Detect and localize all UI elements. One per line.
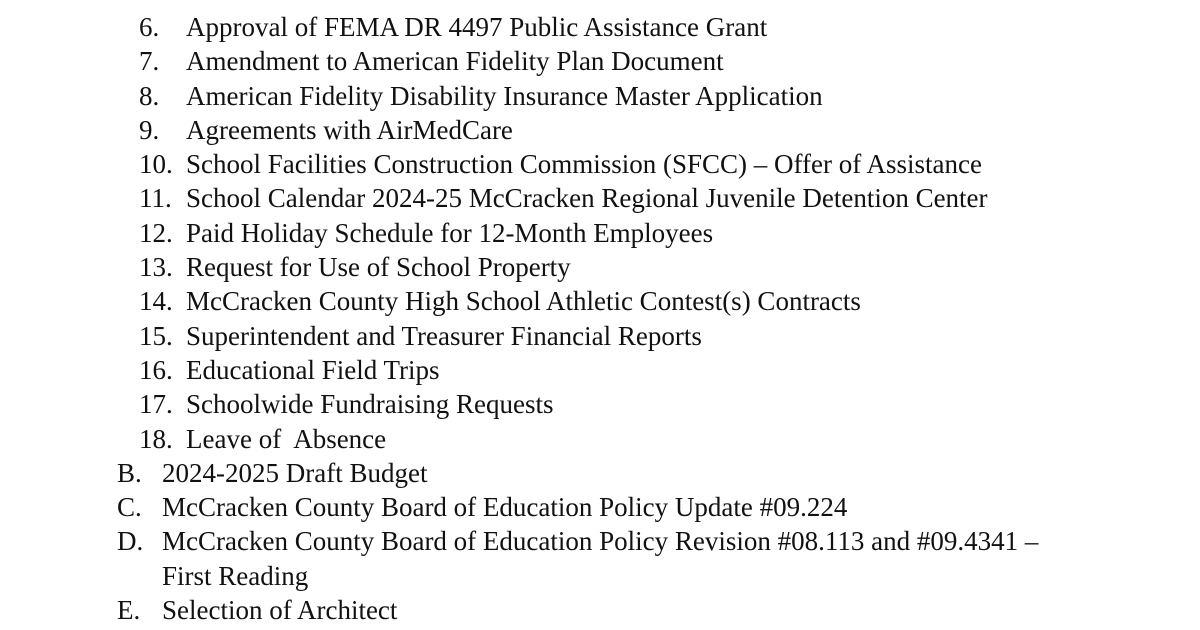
item-number: 6. bbox=[139, 12, 160, 42]
agenda-item-15 bbox=[0, 319, 1200, 353]
agenda-item-18 bbox=[0, 422, 1200, 456]
item-text: McCracken County High School Athletic Contest(s) Contracts bbox=[186, 286, 861, 317]
item-number: 15. bbox=[139, 320, 173, 351]
item-text: Superintendent and Treasurer Financial Reports bbox=[186, 320, 702, 351]
item-text: McCracken County Board of Education Policy Update #09.224 bbox=[162, 492, 848, 523]
agenda-item-10 bbox=[0, 147, 1200, 181]
item-text: Schoolwide Fundraising Requests bbox=[186, 389, 554, 420]
agenda-item-e bbox=[0, 593, 1200, 627]
item-number: 13. bbox=[139, 252, 173, 283]
item-number: 10. bbox=[139, 149, 173, 180]
agenda-item-d bbox=[0, 524, 1200, 558]
agenda-document bbox=[0, 10, 1200, 630]
item-text: Leave of Absence bbox=[186, 423, 387, 454]
item-text: Educational Field Trips bbox=[186, 354, 440, 385]
item-text: Selection of Architect bbox=[162, 595, 398, 626]
item-number: 8. bbox=[139, 80, 160, 111]
agenda-item-17 bbox=[0, 387, 1200, 421]
item-number: 18. bbox=[139, 423, 173, 454]
item-text: School Facilities Construction Commission (SFCC) – Offer of Assistance bbox=[186, 149, 982, 180]
agenda-item-9 bbox=[0, 113, 1200, 147]
item-text: School Calendar 2024-25 McCracken Regional Juvenile Detention Center bbox=[186, 183, 988, 214]
item-number: 12. bbox=[139, 217, 173, 248]
item-text: Agreements with AirMedCare bbox=[186, 114, 513, 145]
item-text-continuation: First Reading bbox=[162, 560, 309, 591]
item-letter: C. bbox=[117, 492, 142, 523]
item-number: 11. bbox=[139, 183, 172, 214]
agenda-item-7 bbox=[0, 44, 1200, 78]
agenda-item-8 bbox=[0, 79, 1200, 113]
agenda-item-d-continuation bbox=[0, 559, 1200, 593]
item-text: McCracken County Board of Education Policy Revision #08.113 and #09.4341 – bbox=[162, 526, 1039, 557]
agenda-item-b bbox=[0, 456, 1200, 490]
agenda-item-12 bbox=[0, 216, 1200, 250]
agenda-item-11 bbox=[0, 181, 1200, 215]
agenda-item-13 bbox=[0, 250, 1200, 284]
item-text: Amendment to American Fidelity Plan Document bbox=[186, 46, 724, 77]
item-text: Paid Holiday Schedule for 12-Month Employees bbox=[186, 217, 714, 248]
agenda-item-6 bbox=[0, 10, 1200, 44]
item-letter: D. bbox=[117, 526, 144, 557]
agenda-item-14 bbox=[0, 284, 1200, 318]
item-number: 7. bbox=[139, 46, 160, 77]
item-text: 2024-2025 Draft Budget bbox=[162, 457, 428, 488]
item-text: Request for Use of School Property bbox=[186, 252, 571, 283]
agenda-item-c bbox=[0, 490, 1200, 524]
item-letter: B. bbox=[117, 457, 142, 488]
item-number: 16. bbox=[139, 354, 173, 385]
agenda-item-16 bbox=[0, 353, 1200, 387]
item-number: 14. bbox=[139, 286, 173, 317]
item-number: 17. bbox=[139, 389, 173, 420]
item-letter: E. bbox=[117, 595, 141, 626]
item-number: 9. bbox=[139, 114, 160, 145]
item-text: Approval of FEMA DR 4497 Public Assistance Grant bbox=[186, 12, 768, 42]
item-text: American Fidelity Disability Insurance Master Application bbox=[186, 80, 823, 111]
